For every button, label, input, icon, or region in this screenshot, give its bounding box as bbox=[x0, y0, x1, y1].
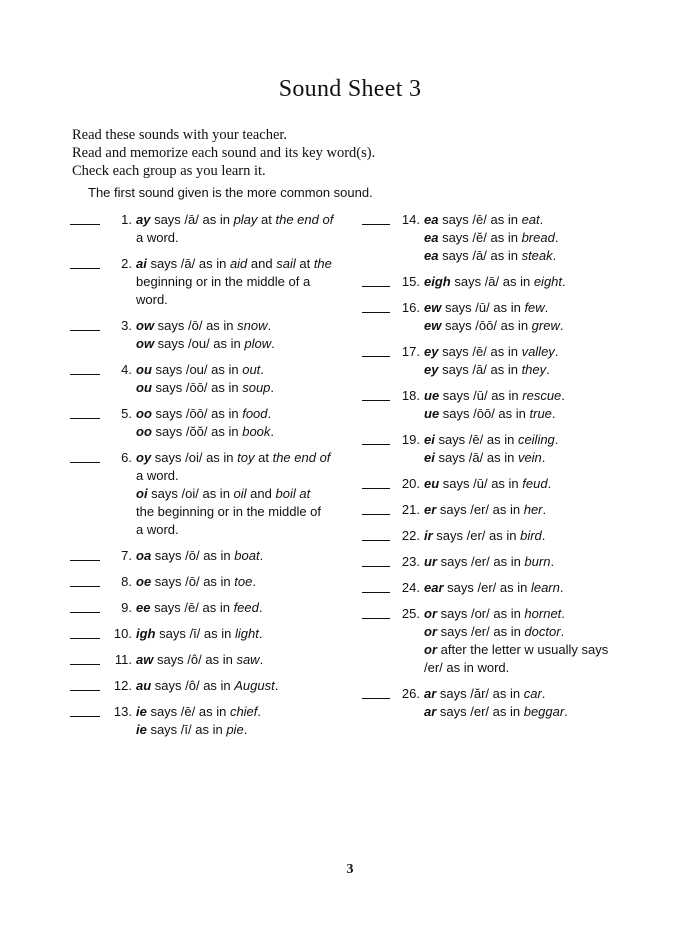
entry-text bbox=[424, 211, 630, 265]
entry-number: 22. bbox=[401, 528, 420, 543]
sound-entry bbox=[362, 527, 630, 545]
entry-line: ei says /ā/ as in vein. bbox=[424, 450, 546, 465]
entry-text bbox=[424, 431, 630, 467]
entry-line: au says /ô/ as in August. bbox=[136, 678, 279, 693]
sound-entry bbox=[70, 677, 352, 695]
entry-number: 26. bbox=[401, 686, 420, 701]
instruction-line: Read and memorize each sound and its key word(s). bbox=[72, 145, 376, 161]
check-blank[interactable] bbox=[362, 444, 390, 445]
sound-entry bbox=[70, 599, 352, 617]
check-blank[interactable] bbox=[362, 224, 390, 225]
sound-entry bbox=[70, 317, 352, 353]
sound-entry bbox=[70, 573, 352, 591]
entry-line: ie says /ī/ as in pie. bbox=[136, 722, 248, 737]
entry-line: ou says /ōō/ as in soup. bbox=[136, 380, 275, 395]
check-blank[interactable] bbox=[70, 664, 100, 665]
check-blank[interactable] bbox=[70, 330, 100, 331]
entry-text bbox=[136, 677, 352, 695]
entry-number: 20. bbox=[401, 476, 420, 491]
entry-text bbox=[136, 547, 352, 565]
entry-number: 16. bbox=[401, 300, 420, 315]
check-blank[interactable] bbox=[70, 374, 100, 375]
entry-line: ea says /ē/ as in eat. bbox=[424, 212, 544, 227]
entry-line: ur says /er/ as in burn. bbox=[424, 554, 555, 569]
entry-text bbox=[136, 361, 352, 397]
check-blank[interactable] bbox=[70, 690, 100, 691]
entry-number: 24. bbox=[401, 580, 420, 595]
entry-number: 17. bbox=[401, 344, 420, 359]
sound-entry bbox=[70, 547, 352, 565]
check-blank[interactable] bbox=[362, 312, 390, 313]
entry-line: oi says /oi/ as in oil and boil at bbox=[136, 486, 311, 501]
entry-text bbox=[136, 405, 352, 441]
sound-entry bbox=[70, 651, 352, 669]
check-blank[interactable] bbox=[362, 618, 390, 619]
entry-line: igh says /ī/ as in light. bbox=[136, 626, 263, 641]
sound-entry bbox=[362, 299, 630, 335]
entry-number: 10. bbox=[113, 626, 132, 641]
sound-entry bbox=[70, 211, 352, 247]
entry-line: ar says /ăr/ as in car. bbox=[424, 686, 546, 701]
entry-line: ea says /ĕ/ as in bread. bbox=[424, 230, 559, 245]
instruction-line: Read these sounds with your teacher. bbox=[72, 127, 288, 143]
entry-line: ay says /ā/ as in play at the end of bbox=[136, 212, 334, 227]
check-blank[interactable] bbox=[362, 488, 390, 489]
instruction-line: Check each group as you learn it. bbox=[72, 163, 266, 179]
entry-line: ir says /er/ as in bird. bbox=[424, 528, 546, 543]
entry-text bbox=[136, 651, 352, 669]
entry-line: eigh says /ā/ as in eight. bbox=[424, 274, 566, 289]
sound-entry bbox=[70, 625, 352, 643]
entry-line: ew says /ōō/ as in grew. bbox=[424, 318, 564, 333]
entry-number: 6. bbox=[121, 450, 132, 465]
entry-number: 12. bbox=[113, 678, 132, 693]
entry-line: oy says /oi/ as in toy at the end of bbox=[136, 450, 331, 465]
entry-line: ou says /ou/ as in out. bbox=[136, 362, 264, 377]
entry-line: word. bbox=[136, 292, 168, 307]
entry-line: ow says /ou/ as in plow. bbox=[136, 336, 275, 351]
sound-entry bbox=[362, 343, 630, 379]
entry-line: or says /or/ as in hornet. bbox=[424, 606, 565, 621]
sound-entry bbox=[70, 361, 352, 397]
entry-line: ew says /ū/ as in few. bbox=[424, 300, 549, 315]
entry-line: ue says /ū/ as in rescue. bbox=[424, 388, 565, 403]
entry-text bbox=[136, 317, 352, 353]
entry-text bbox=[136, 625, 352, 643]
entry-line: the beginning or in the middle of bbox=[136, 504, 322, 519]
sound-entry bbox=[362, 431, 630, 467]
entry-number: 21. bbox=[401, 502, 420, 517]
entry-line: ai says /ā/ as in aid and sail at the bbox=[136, 256, 332, 271]
entry-line: /er/ as in word. bbox=[424, 660, 510, 675]
sound-entry bbox=[70, 449, 352, 539]
entry-text bbox=[136, 703, 352, 739]
entry-number: 15. bbox=[401, 274, 420, 289]
entry-number: 13. bbox=[113, 704, 132, 719]
check-blank[interactable] bbox=[362, 400, 390, 401]
entry-line: ei says /ē/ as in ceiling. bbox=[424, 432, 559, 447]
entry-line: er says /er/ as in her. bbox=[424, 502, 547, 517]
entry-number: 14. bbox=[401, 212, 420, 227]
sound-entry bbox=[362, 501, 630, 519]
check-blank[interactable] bbox=[362, 698, 390, 699]
entry-number: 25. bbox=[401, 606, 420, 621]
check-blank[interactable] bbox=[70, 268, 100, 269]
check-blank[interactable] bbox=[70, 418, 100, 419]
check-blank[interactable] bbox=[362, 356, 390, 357]
entry-text bbox=[424, 475, 630, 493]
entry-text bbox=[136, 211, 352, 247]
entry-text bbox=[424, 387, 630, 423]
entry-number: 7. bbox=[121, 548, 132, 563]
check-blank[interactable] bbox=[70, 462, 100, 463]
entry-text bbox=[424, 273, 630, 291]
entry-line: ow says /ō/ as in snow. bbox=[136, 318, 272, 333]
page-number: 3 bbox=[346, 862, 354, 877]
entry-line: ee says /ē/ as in feed. bbox=[136, 600, 263, 615]
entry-line: ear says /er/ as in learn. bbox=[424, 580, 564, 595]
check-blank[interactable] bbox=[70, 638, 100, 639]
entry-number: 2. bbox=[121, 256, 132, 271]
sound-entry bbox=[70, 405, 352, 441]
entry-line: beginning or in the middle of a bbox=[136, 274, 311, 289]
right-column bbox=[362, 211, 630, 721]
sound-entry bbox=[70, 703, 352, 739]
entry-number: 4. bbox=[121, 362, 132, 377]
entry-number: 3. bbox=[121, 318, 132, 333]
entry-number: 23. bbox=[401, 554, 420, 569]
entry-line: oo says /ŏŏ/ as in book. bbox=[136, 424, 275, 439]
entry-number: 19. bbox=[401, 432, 420, 447]
entry-text bbox=[136, 449, 352, 539]
entry-number: 9. bbox=[121, 600, 132, 615]
sound-entry bbox=[362, 685, 630, 721]
sound-entry bbox=[362, 605, 630, 677]
entry-line: aw says /ô/ as in saw. bbox=[136, 652, 264, 667]
entry-line: oo says /ōō/ as in food. bbox=[136, 406, 272, 421]
entry-text bbox=[136, 599, 352, 617]
entry-line: ey says /ā/ as in they. bbox=[424, 362, 550, 377]
sound-entry bbox=[70, 255, 352, 309]
entry-line: oa says /ō/ as in boat. bbox=[136, 548, 264, 563]
check-blank[interactable] bbox=[362, 566, 390, 567]
check-blank[interactable] bbox=[362, 514, 390, 515]
entry-line: ie says /ē/ as in chief. bbox=[136, 704, 262, 719]
entry-text bbox=[424, 343, 630, 379]
sound-entry bbox=[362, 579, 630, 597]
entry-line: ea says /ā/ as in steak. bbox=[424, 248, 557, 263]
check-blank[interactable] bbox=[70, 586, 100, 587]
entry-line: oe says /ō/ as in toe. bbox=[136, 574, 256, 589]
entry-line: a word. bbox=[136, 522, 179, 537]
entry-text bbox=[424, 527, 630, 545]
sound-entry bbox=[362, 387, 630, 423]
check-blank[interactable] bbox=[70, 716, 100, 717]
check-blank[interactable] bbox=[362, 286, 390, 287]
entry-text bbox=[424, 501, 630, 519]
check-blank[interactable] bbox=[362, 592, 390, 593]
check-blank[interactable] bbox=[362, 540, 390, 541]
page-title: Sound Sheet 3 bbox=[278, 76, 422, 102]
entry-line: ar says /er/ as in beggar. bbox=[424, 704, 568, 719]
entry-line: or after the letter w usually says bbox=[424, 642, 609, 657]
entry-number: 8. bbox=[121, 574, 132, 589]
check-blank[interactable] bbox=[70, 560, 100, 561]
entry-number: 5. bbox=[121, 406, 132, 421]
instructions bbox=[72, 126, 375, 180]
entry-line: eu says /ū/ as in feud. bbox=[424, 476, 552, 491]
check-blank[interactable] bbox=[70, 612, 100, 613]
entry-number: 11. bbox=[114, 652, 132, 667]
sound-entry bbox=[362, 553, 630, 571]
common-sound-note: The first sound given is the more common sound. bbox=[88, 185, 373, 200]
entry-line: a word. bbox=[136, 468, 179, 483]
entry-number: 18. bbox=[401, 388, 420, 403]
entry-line: a word. bbox=[136, 230, 179, 245]
entry-text bbox=[424, 579, 630, 597]
entry-text bbox=[136, 255, 352, 309]
entry-line: ue says /ōō/ as in true. bbox=[424, 406, 556, 421]
entry-number: 1. bbox=[121, 212, 132, 227]
sound-entry bbox=[362, 211, 630, 265]
entry-text bbox=[424, 605, 630, 677]
entry-text bbox=[424, 299, 630, 335]
entry-line: ey says /ē/ as in valley. bbox=[424, 344, 559, 359]
sound-entry bbox=[362, 475, 630, 493]
check-blank[interactable] bbox=[70, 224, 100, 225]
left-column bbox=[70, 211, 352, 739]
entry-text bbox=[136, 573, 352, 591]
entry-text bbox=[424, 553, 630, 571]
sound-entry bbox=[362, 273, 630, 291]
entry-line: or says /er/ as in doctor. bbox=[424, 624, 565, 639]
entry-text bbox=[424, 685, 630, 721]
